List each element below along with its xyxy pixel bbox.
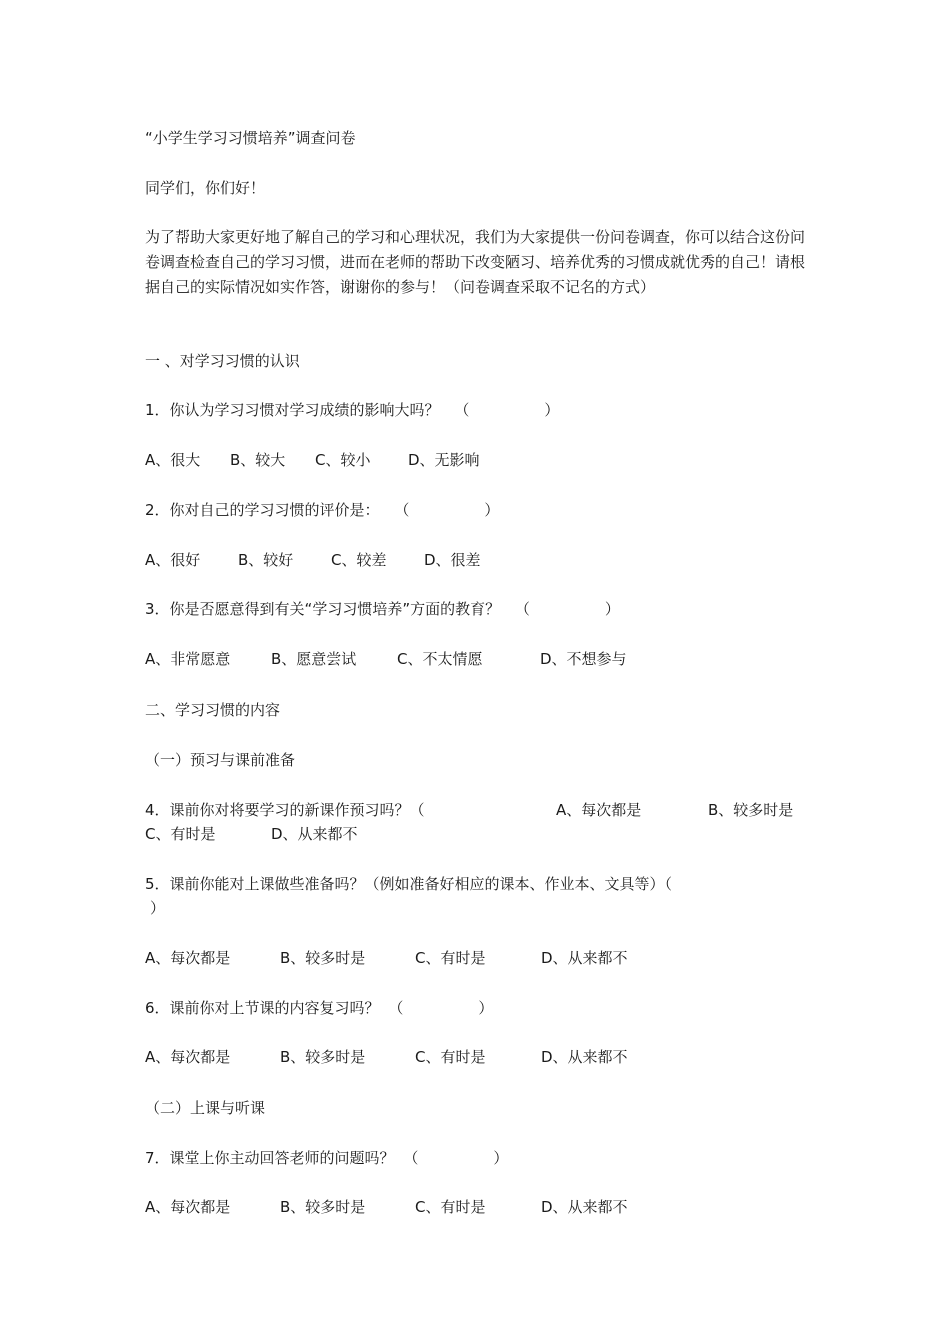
question-1-options <box>145 450 480 470</box>
option-b: B、较多时是 <box>280 1198 366 1216</box>
option-b: B、较多时是 <box>280 949 366 967</box>
option-a: A、很大 <box>145 451 201 469</box>
option-d: D、无影响 <box>408 451 480 469</box>
question-4-option-a: A、每次都是 <box>556 801 642 819</box>
question-6-options <box>145 1047 628 1067</box>
question-2 <box>145 500 499 520</box>
survey-title: “小学生学习习惯培养”调查问卷 <box>145 129 356 147</box>
question-5-text: 5．课前你能对上课做些准备吗？（例如准备好相应的课本、作业本、文具等）（ <box>145 875 673 893</box>
option-d: D、很差 <box>424 551 481 569</box>
question-6-answer-blank: （ ） <box>388 999 494 1017</box>
option-c: C、有时是 <box>415 1198 486 1216</box>
question-7-options <box>145 1197 628 1217</box>
greeting: 同学们，你们好！ <box>145 179 266 197</box>
question-6-text: 6．课前你对上节课的内容复习吗？ <box>145 999 380 1017</box>
option-c: C、较小 <box>315 451 371 469</box>
option-d: D、不想参与 <box>540 650 627 668</box>
option-a: A、非常愿意 <box>145 650 231 668</box>
option-a: A、每次都是 <box>145 1198 231 1216</box>
question-7-text: 7．课堂上你主动回答老师的问题吗？ <box>145 1149 395 1167</box>
question-3-options <box>145 649 627 669</box>
question-4-option-b: B、较多时是 <box>708 801 794 819</box>
option-b: B、较大 <box>230 451 286 469</box>
option-c: C、有时是 <box>145 825 216 843</box>
option-d: D、从来都不 <box>541 949 628 967</box>
option-b: B、较多时是 <box>280 1048 366 1066</box>
option-a: A、每次都是 <box>145 1048 231 1066</box>
subsection-heading-2: （二）上课与听课 <box>145 1099 266 1117</box>
option-b: B、较好 <box>238 551 294 569</box>
question-1 <box>145 400 559 420</box>
subsection-heading-1: （一）预习与课前准备 <box>145 751 296 769</box>
intro-paragraph: 为了帮助大家更好地了解自己的学习和心理状况，我们为大家提供一份问卷调查，你可以结合这份问卷调查检查自己的学习习惯，进而在老师的帮助下改变陋习、培养优秀的习惯成就优秀的自己！请根据自己的实际情况如实作答，谢谢你的参与！（问卷调查采取不记名的方式） <box>145 228 806 296</box>
option-d: D、从来都不 <box>541 1198 628 1216</box>
option-b: B、愿意尝试 <box>271 650 357 668</box>
question-5-close-paren: ） <box>150 899 166 917</box>
option-a: A、很好 <box>145 551 201 569</box>
section-heading-2: 二、学习习惯的内容 <box>145 701 281 719</box>
option-a: A、每次都是 <box>145 949 231 967</box>
question-4-options-continued <box>145 824 358 844</box>
option-c: C、有时是 <box>415 1048 486 1066</box>
option-c: C、有时是 <box>415 949 486 967</box>
question-7-answer-blank: （ ） <box>403 1149 509 1167</box>
question-1-text: 1．你认为学习习惯对学习成绩的影响大吗？ <box>145 401 440 419</box>
question-1-answer-blank: （ ） <box>454 401 560 419</box>
question-4-text: 4．课前你对将要学习的新课作预习吗？（ <box>145 801 425 819</box>
option-c: C、不太情愿 <box>397 650 483 668</box>
question-2-answer-blank: （ ） <box>394 501 500 519</box>
question-3 <box>145 599 620 619</box>
question-5-options <box>145 948 628 968</box>
question-7 <box>145 1148 508 1168</box>
option-d: D、从来都不 <box>541 1048 628 1066</box>
question-2-options <box>145 550 481 570</box>
question-3-text: 3．你是否愿意得到有关“学习习惯培养”方面的教育？ <box>145 600 501 618</box>
question-2-text: 2．你对自己的学习习惯的评价是： <box>145 501 380 519</box>
option-d: D、从来都不 <box>271 825 358 843</box>
option-c: C、较差 <box>331 551 387 569</box>
question-3-answer-blank: （ ） <box>514 600 620 618</box>
section-heading-1: 一 、对学习习惯的认识 <box>145 352 300 370</box>
question-6 <box>145 998 493 1018</box>
